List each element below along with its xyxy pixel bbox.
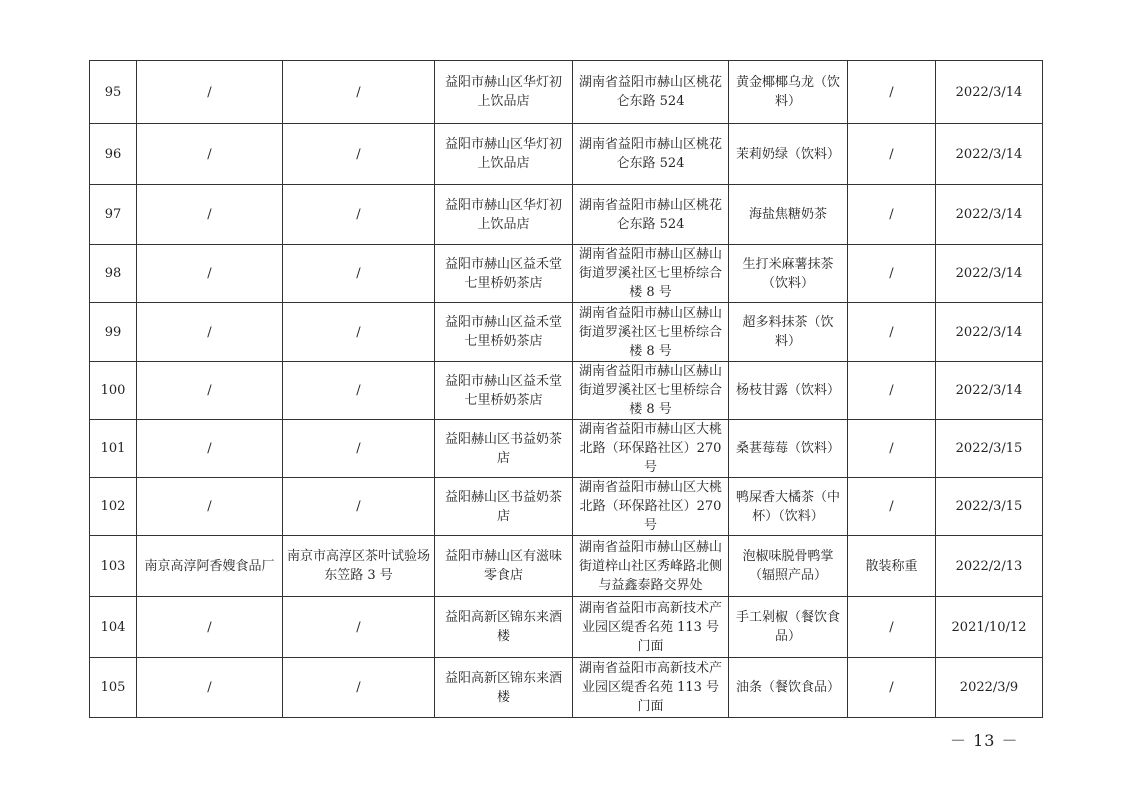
cell-sampled-address: 湖南省益阳市赫山区桃花仑东路 524 (573, 61, 729, 124)
cell-row-number: 99 (90, 303, 137, 362)
cell-product-name: 泡椒味脱骨鸭掌（辐照产品） (729, 536, 848, 597)
cell-specification: / (848, 303, 936, 362)
cell-specification: / (848, 245, 936, 303)
cell-manufacturer-address: / (283, 61, 435, 124)
cell-sampled-unit: 益阳高新区锦东来酒楼 (435, 658, 573, 718)
cell-production-date: 2022/3/14 (936, 362, 1043, 420)
table-row (90, 245, 1043, 303)
cell-manufacturer-name: / (137, 61, 283, 124)
cell-specification: / (848, 61, 936, 124)
cell-manufacturer-name: / (137, 420, 283, 478)
cell-sampled-unit: 益阳市赫山区华灯初上饮品店 (435, 185, 573, 245)
cell-sampled-address: 湖南省益阳市赫山区赫山街道罗溪社区七里桥综合楼 8 号 (573, 362, 729, 420)
cell-product-name: 杨枝甘露（饮料） (729, 362, 848, 420)
cell-row-number: 96 (90, 124, 137, 185)
cell-row-number: 103 (90, 536, 137, 597)
cell-production-date: 2022/3/14 (936, 303, 1043, 362)
cell-manufacturer-name: / (137, 362, 283, 420)
cell-row-number: 105 (90, 658, 137, 718)
cell-product-name: 茉莉奶绿（饮料） (729, 124, 848, 185)
cell-manufacturer-name: / (137, 597, 283, 658)
cell-sampled-unit: 益阳市赫山区华灯初上饮品店 (435, 61, 573, 124)
cell-specification: / (848, 420, 936, 478)
cell-manufacturer-address: / (283, 478, 435, 536)
table-row (90, 597, 1043, 658)
cell-product-name: 鸭屎香大橘茶（中杯）（饮料） (729, 478, 848, 536)
cell-sampled-unit: 益阳市赫山区益禾堂七里桥奶茶店 (435, 303, 573, 362)
page-number: － 13 － (950, 731, 1019, 750)
cell-manufacturer-address: / (283, 597, 435, 658)
cell-sampled-address: 湖南省益阳市赫山区桃花仑东路 524 (573, 185, 729, 245)
cell-product-name: 油条（餐饮食品） (729, 658, 848, 718)
cell-specification: 散装称重 (848, 536, 936, 597)
cell-manufacturer-address: / (283, 303, 435, 362)
cell-sampled-address: 湖南省益阳市高新技术产业园区缇香名苑 113 号门面 (573, 658, 729, 718)
cell-sampled-address: 湖南省益阳市赫山区桃花仑东路 524 (573, 124, 729, 185)
table-row (90, 478, 1043, 536)
cell-sampled-unit: 益阳赫山区书益奶茶店 (435, 478, 573, 536)
cell-specification: / (848, 124, 936, 185)
cell-manufacturer-name: / (137, 303, 283, 362)
cell-manufacturer-name: / (137, 478, 283, 536)
cell-row-number: 97 (90, 185, 137, 245)
cell-specification: / (848, 658, 936, 718)
cell-production-date: 2022/3/15 (936, 478, 1043, 536)
cell-production-date: 2022/3/14 (936, 185, 1043, 245)
cell-manufacturer-address: / (283, 185, 435, 245)
cell-sampled-unit: 益阳市赫山区益禾堂七里桥奶茶店 (435, 245, 573, 303)
cell-manufacturer-address: / (283, 658, 435, 718)
cell-row-number: 98 (90, 245, 137, 303)
cell-row-number: 104 (90, 597, 137, 658)
cell-manufacturer-address: / (283, 362, 435, 420)
cell-production-date: 2022/3/14 (936, 245, 1043, 303)
cell-sampled-unit: 益阳市赫山区华灯初上饮品店 (435, 124, 573, 185)
table-row (90, 658, 1043, 718)
cell-specification: / (848, 597, 936, 658)
cell-manufacturer-name: 南京高淳阿香嫂食品厂 (137, 536, 283, 597)
cell-manufacturer-address: / (283, 420, 435, 478)
cell-sampled-address: 湖南省益阳市赫山区赫山街道梓山社区秀峰路北侧与益鑫泰路交界处 (573, 536, 729, 597)
cell-manufacturer-name: / (137, 124, 283, 185)
cell-production-date: 2022/3/15 (936, 420, 1043, 478)
cell-sampled-address: 湖南省益阳市赫山区赫山街道罗溪社区七里桥综合楼 8 号 (573, 245, 729, 303)
cell-manufacturer-name: / (137, 185, 283, 245)
cell-production-date: 2021/10/12 (936, 597, 1043, 658)
table-row (90, 362, 1043, 420)
sampling-results-table (89, 60, 1043, 718)
cell-sampled-unit: 益阳高新区锦东来酒楼 (435, 597, 573, 658)
table-row (90, 124, 1043, 185)
cell-product-name: 桑葚莓莓（饮料） (729, 420, 848, 478)
table-row (90, 536, 1043, 597)
cell-row-number: 101 (90, 420, 137, 478)
cell-manufacturer-address: / (283, 124, 435, 185)
cell-production-date: 2022/3/14 (936, 124, 1043, 185)
cell-row-number: 100 (90, 362, 137, 420)
cell-manufacturer-name: / (137, 245, 283, 303)
cell-sampled-address: 湖南省益阳市赫山区大桃北路（环保路社区）270 号 (573, 420, 729, 478)
cell-sampled-unit: 益阳赫山区书益奶茶店 (435, 420, 573, 478)
cell-specification: / (848, 478, 936, 536)
table-row (90, 303, 1043, 362)
cell-manufacturer-address: 南京市高淳区茶叶试验场东笠路 3 号 (283, 536, 435, 597)
cell-production-date: 2022/3/14 (936, 61, 1043, 124)
cell-sampled-address: 湖南省益阳市高新技术产业园区缇香名苑 113 号门面 (573, 597, 729, 658)
cell-product-name: 超多料抹茶（饮料） (729, 303, 848, 362)
cell-production-date: 2022/2/13 (936, 536, 1043, 597)
cell-sampled-address: 湖南省益阳市赫山区赫山街道罗溪社区七里桥综合楼 8 号 (573, 303, 729, 362)
table-row (90, 61, 1043, 124)
cell-specification: / (848, 185, 936, 245)
cell-product-name: 手工剁椒（餐饮食品） (729, 597, 848, 658)
cell-production-date: 2022/3/9 (936, 658, 1043, 718)
table-body (90, 61, 1043, 718)
table-row (90, 420, 1043, 478)
cell-product-name: 海盐焦糖奶茶 (729, 185, 848, 245)
cell-manufacturer-address: / (283, 245, 435, 303)
cell-manufacturer-name: / (137, 658, 283, 718)
table-row (90, 185, 1043, 245)
cell-product-name: 生打米麻薯抹茶（饮料） (729, 245, 848, 303)
cell-sampled-unit: 益阳市赫山区益禾堂七里桥奶茶店 (435, 362, 573, 420)
cell-row-number: 102 (90, 478, 137, 536)
cell-row-number: 95 (90, 61, 137, 124)
cell-specification: / (848, 362, 936, 420)
cell-product-name: 黄金椰椰乌龙（饮料） (729, 61, 848, 124)
cell-sampled-unit: 益阳市赫山区有滋味零食店 (435, 536, 573, 597)
cell-sampled-address: 湖南省益阳市赫山区大桃北路（环保路社区）270 号 (573, 478, 729, 536)
